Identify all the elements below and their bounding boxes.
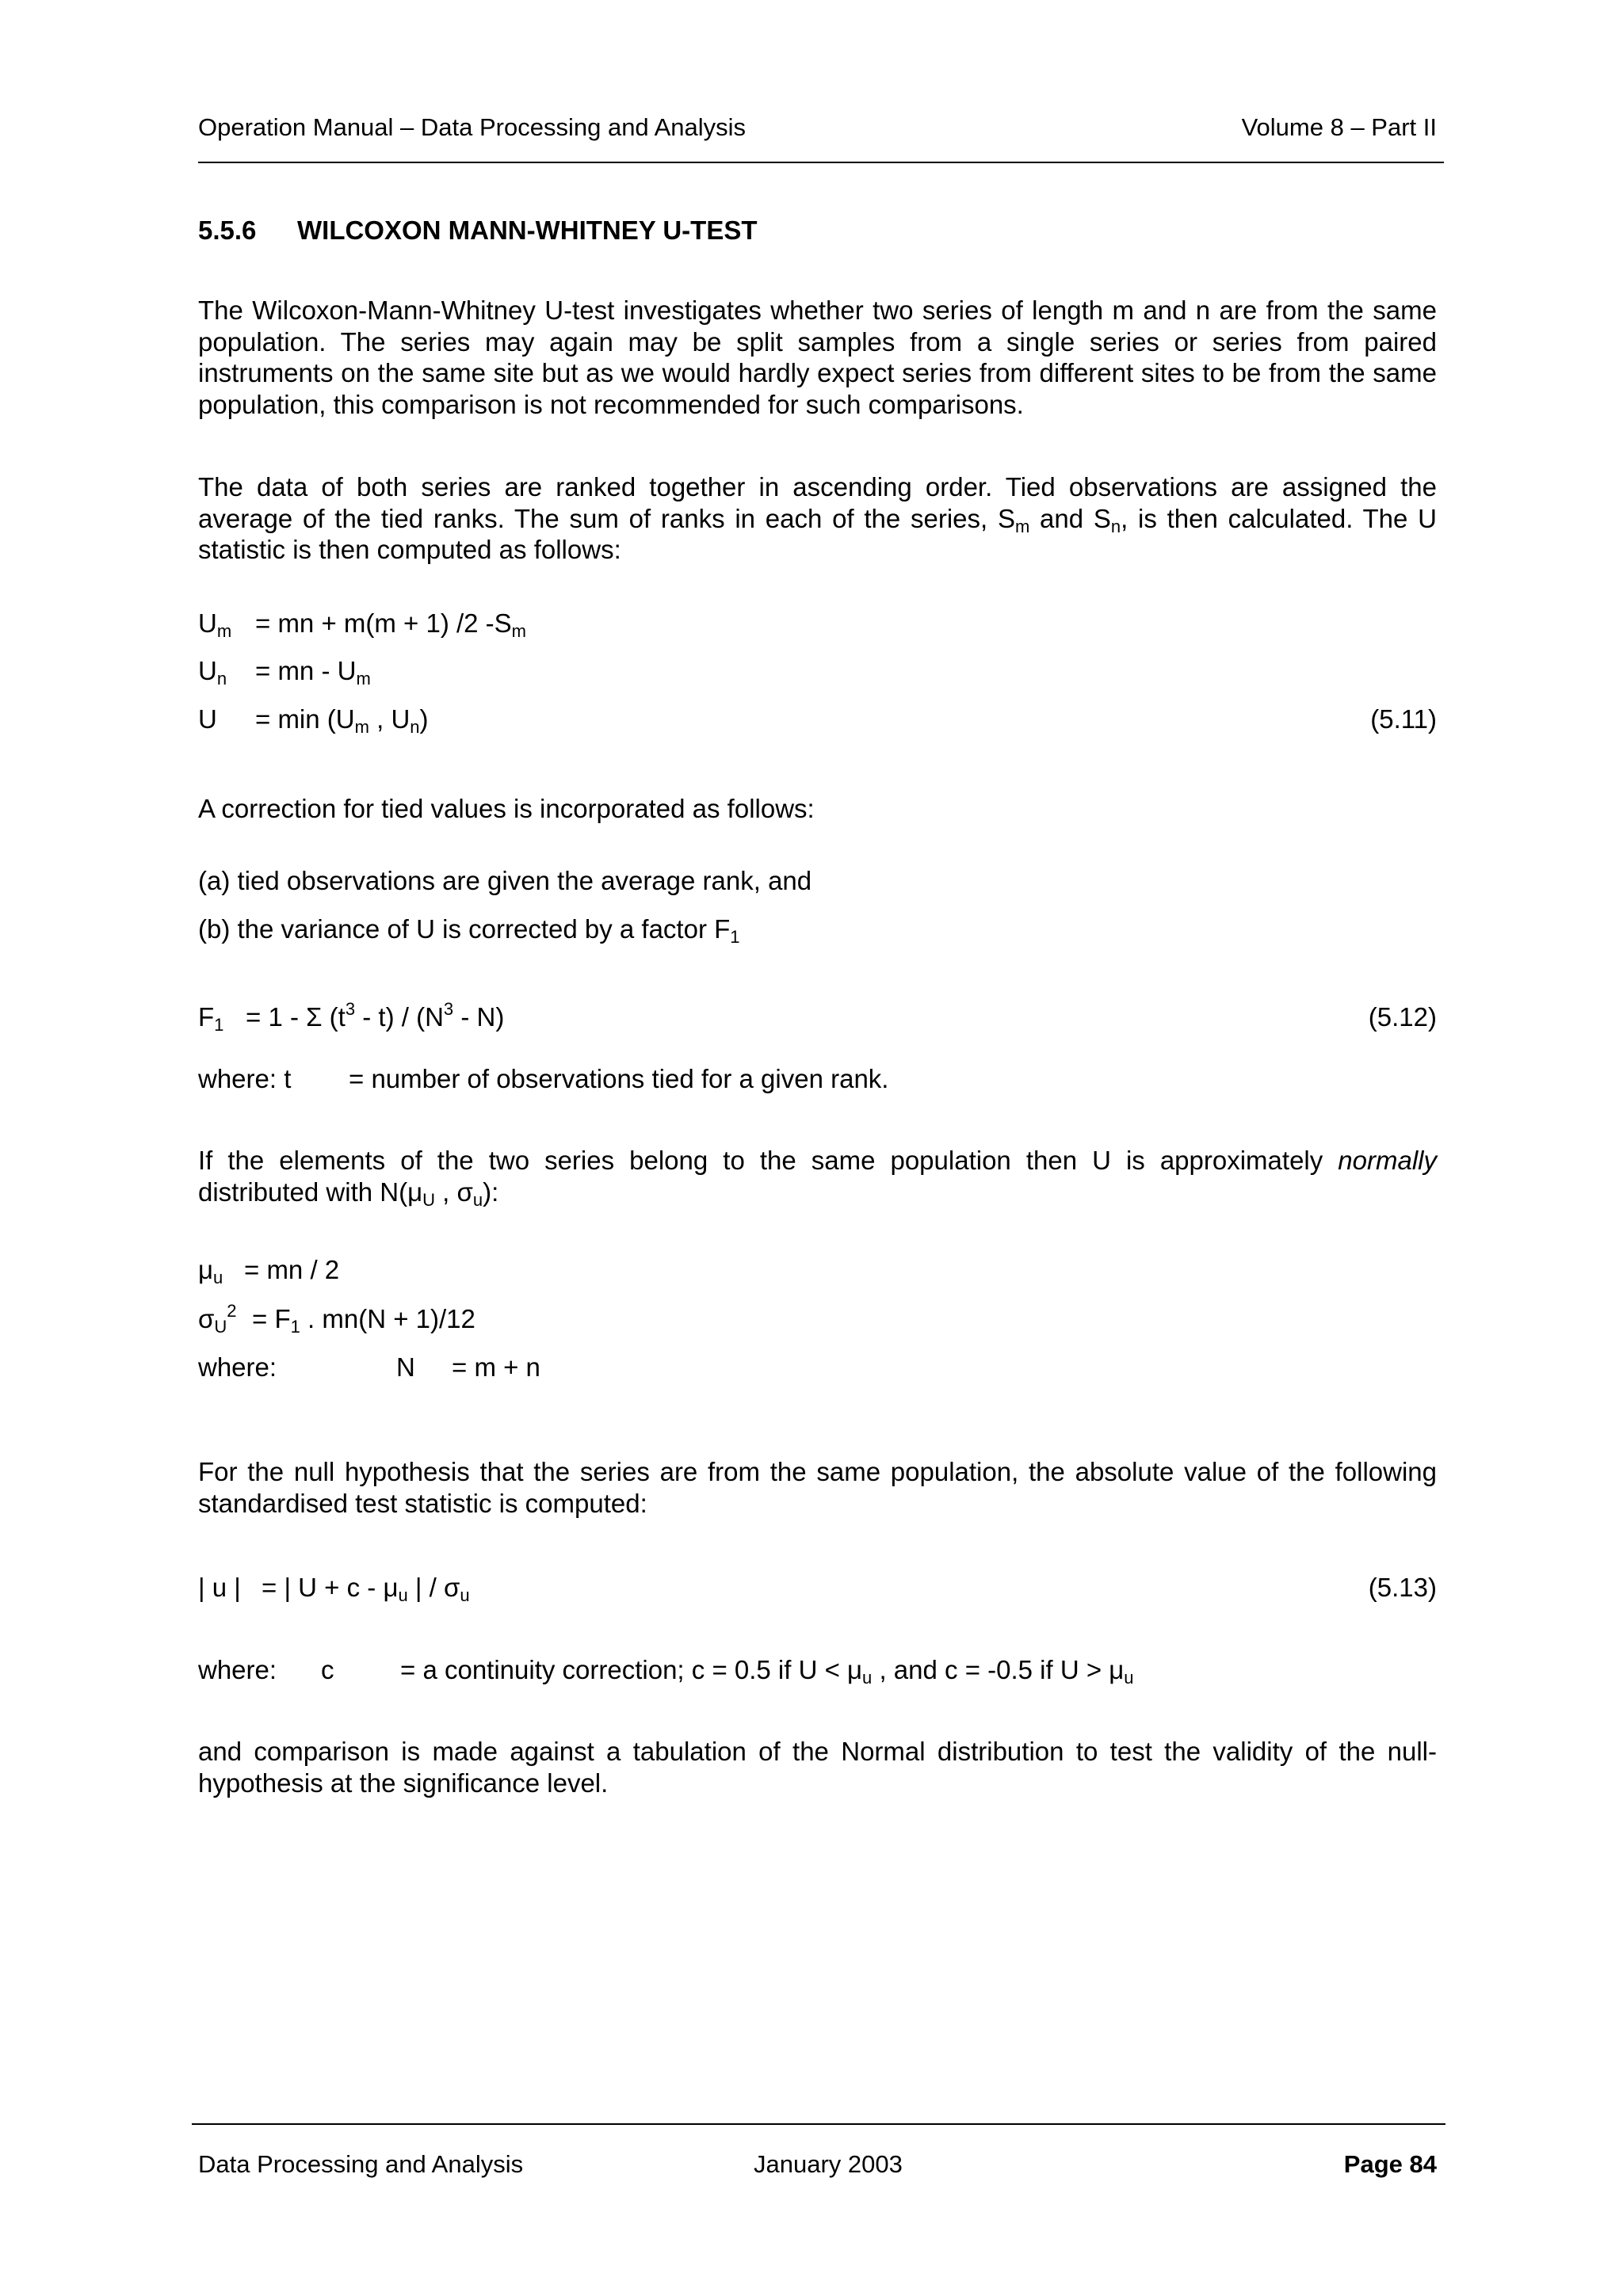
equation-number-512: (5.12)	[1368, 1002, 1437, 1032]
footer-left: Data Processing and Analysis	[198, 2150, 524, 2178]
eq-un-lhs-sub: n	[216, 669, 227, 688]
list-item-b	[198, 914, 740, 947]
where-n-label: where:	[198, 1352, 277, 1382]
header-left: Operation Manual – Data Processing and Analysis	[198, 113, 747, 141]
equation-mu	[198, 1255, 339, 1285]
equation-un	[198, 656, 371, 686]
eq-um-rhs: = mn + m(m + 1) /2 -S	[255, 608, 512, 638]
where-c-sub1: u	[862, 1668, 873, 1688]
eq-sigma-lhs-sub: U	[214, 1317, 227, 1337]
where-t-label: where: t	[198, 1064, 292, 1093]
where-c-text-a: = a continuity correction; c = 0.5 if U < μ	[400, 1655, 863, 1684]
eq-u-stat-lhs: | u |	[198, 1573, 241, 1602]
equation-number-513: (5.13)	[1368, 1573, 1437, 1602]
eq-un-lhs: U	[198, 656, 217, 685]
footer-page-number: Page 84	[1343, 2150, 1437, 2178]
where-c-label: where:	[198, 1655, 277, 1684]
footer-center: January 2003	[754, 2150, 903, 2178]
eq-u-sub-n: n	[410, 717, 420, 737]
paragraph-ranking-text-c: , is then calculated. The U statistic is then computed as follows:	[198, 503, 1437, 564]
equation-f1	[198, 999, 505, 1035]
sigma-sub: u	[472, 1189, 483, 1210]
paragraph-correction: A correction for tied values is incorporated as follows:	[198, 794, 815, 823]
eq-f1-rhs-a: = 1 - Σ (t	[246, 1002, 346, 1032]
list-item-b-sub: 1	[730, 927, 740, 947]
eq-um-lhs: U	[198, 608, 217, 638]
equation-u-stat	[198, 1573, 470, 1603]
where-c-var: c	[321, 1655, 334, 1684]
paragraph-null-hypothesis: For the null hypothesis that the series are from the same population, the absolute value of the following standardised test statistic is computed:	[198, 1457, 1437, 1518]
eq-mu-lhs: μ	[198, 1255, 214, 1284]
paragraph-ranking-text-a: The data of both series are ranked together in ascending order. Tied observations are assigned the average of the tied ranks. The sum of ranks in each of the series, S	[198, 472, 1437, 533]
sub-n: n	[1110, 516, 1121, 536]
eq-u-lhs: U	[198, 704, 217, 734]
eq-u-stat-rhs-b: | / σ	[407, 1573, 460, 1602]
equation-u-min	[198, 704, 429, 737]
mu-sub: U	[422, 1189, 436, 1210]
paragraph-normal	[198, 1145, 1437, 1210]
paragraph-intro: The Wilcoxon-Mann-Whitney U-test investigates whether two series of length m and n are from the same population. The series may again may be split samples from a single series or series from paired instruments on the same site but as we would hardly expect series from different sites to be from the same population, this comparison is not recommended for such comparisons.	[198, 296, 1437, 419]
eq-um-rhs-sub: m	[511, 621, 526, 641]
where-c-text-b: , and c = -0.5 if U > μ	[872, 1655, 1125, 1684]
where-n	[198, 1352, 540, 1383]
eq-f1-lhs-sub: 1	[214, 1015, 224, 1035]
where-n-var: N	[396, 1352, 415, 1382]
sigma-symbol: σ	[456, 1177, 473, 1207]
section-number: 5.5.6	[198, 215, 257, 245]
where-n-rhs: = m + n	[452, 1352, 540, 1382]
eq-u-sub-m: m	[354, 717, 369, 737]
eq-u-stat-rhs-a: = | U + c - μ	[262, 1573, 399, 1602]
where-c-sub2: u	[1124, 1668, 1134, 1688]
eq-un-rhs-sub: m	[356, 669, 371, 688]
eq-sigma-lhs: σ	[198, 1304, 215, 1333]
where-c	[198, 1655, 1134, 1688]
eq-f1-sup2: 3	[443, 999, 454, 1019]
where-t	[198, 1064, 888, 1094]
sub-m: m	[1014, 516, 1030, 536]
list-item-a: (a) tied observations are given the average rank, and	[198, 866, 812, 895]
section-title: WILCOXON MANN-WHITNEY U-TEST	[297, 215, 758, 245]
eq-mu-rhs: = mn / 2	[244, 1255, 340, 1284]
eq-u-stat-sub1: u	[398, 1585, 408, 1605]
eq-sigma-rhs-b: . mn(N + 1)/12	[300, 1304, 475, 1333]
header-right: Volume 8 – Part II	[1241, 113, 1437, 141]
equation-sigma	[198, 1301, 475, 1337]
equation-um	[198, 608, 526, 639]
eq-f1-lhs: F	[198, 1002, 215, 1032]
paragraph-normal-text-c: ,	[435, 1177, 457, 1207]
where-t-text: = number of observations tied for a given rank.	[349, 1064, 889, 1093]
eq-f1-sup1: 3	[345, 999, 356, 1019]
eq-u-rhs-b: , U	[369, 704, 411, 734]
paragraph-normal-text-d: ):	[483, 1177, 499, 1207]
equation-number-511: (5.11)	[1370, 704, 1437, 734]
eq-mu-lhs-sub: u	[213, 1268, 223, 1287]
footer-rule	[192, 2123, 1445, 2125]
eq-un-rhs: = mn - U	[255, 656, 357, 685]
header-rule	[198, 162, 1444, 163]
eq-u-rhs-a: = min (U	[255, 704, 355, 734]
paragraph-normal-text-b: distributed with N(	[198, 1177, 408, 1207]
paragraph-ranking	[198, 471, 1437, 566]
eq-sigma-lhs-sup: 2	[227, 1301, 237, 1321]
paragraph-ranking-text-b: and S	[1029, 503, 1111, 533]
eq-um-lhs-sub: m	[216, 621, 232, 641]
eq-u-rhs-c: )	[419, 704, 429, 734]
paragraph-comparison: and comparison is made against a tabulation of the Normal distribution to test the validity of the null-hypothesis at the significance level.	[198, 1737, 1437, 1798]
eq-sigma-rhs-sub: 1	[290, 1317, 300, 1337]
mu-symbol: μ	[407, 1177, 423, 1207]
eq-sigma-rhs-a: = F	[252, 1304, 291, 1333]
paragraph-normal-emphasis: normally	[1338, 1146, 1437, 1175]
paragraph-normal-text-a: If the elements of the two series belong to the same population then U is approximately	[198, 1146, 1338, 1175]
list-item-b-text: (b) the variance of U is corrected by a factor F	[198, 914, 731, 944]
eq-f1-rhs-c: - N)	[453, 1002, 505, 1032]
eq-f1-rhs-b: - t) / (N	[355, 1002, 444, 1032]
eq-u-stat-sub2: u	[460, 1585, 470, 1605]
